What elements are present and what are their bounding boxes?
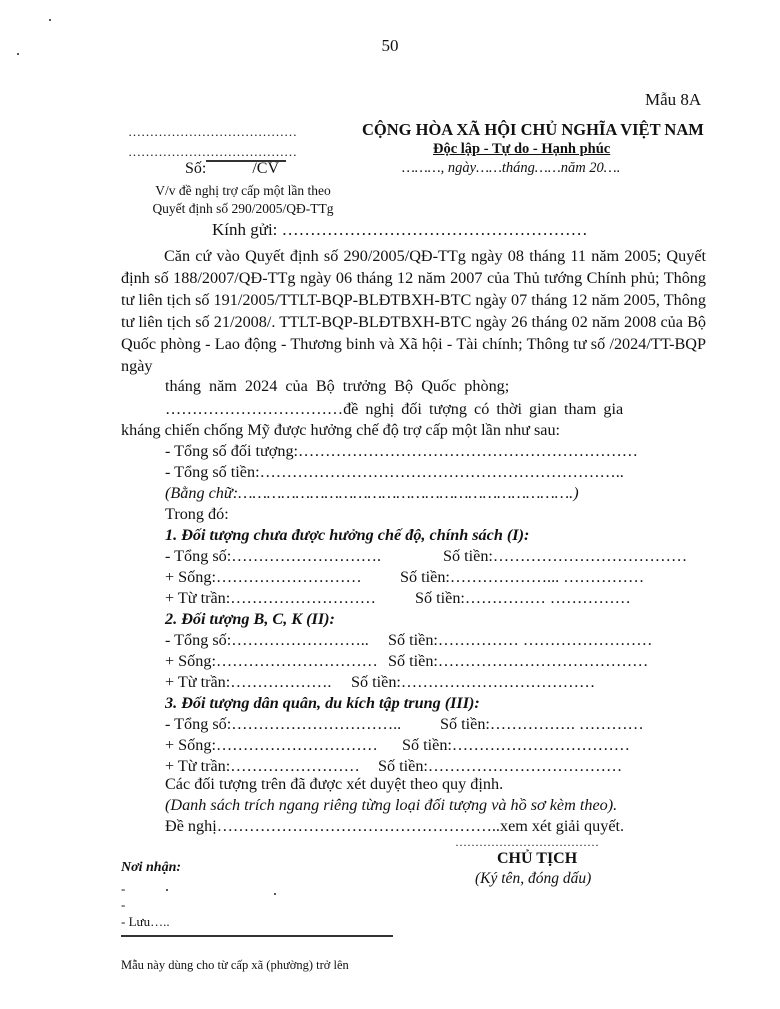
recipient-item: - <box>121 897 126 912</box>
section-3-total-money: Số tiền:……………. ………… <box>440 715 644 733</box>
total-money-line: - Tổng số tiền:………………………………………………………….. <box>165 463 624 481</box>
national-motto: Độc lập - Tự do - Hạnh phúc <box>433 141 611 157</box>
section-1-alive-money: Số tiền:………………... …………… <box>400 568 645 586</box>
request-line: Đề nghị……………………………………………..xem xét giải quyết. <box>165 817 625 835</box>
number-label: Số: <box>185 160 207 177</box>
number-suffix: /CV <box>252 160 280 177</box>
footnote: Mẫu này dùng cho từ cấp xã (phường) trở lên <box>121 958 349 972</box>
recipient-item-archive: - Lưu….. <box>121 914 170 929</box>
section-1-total-money: Số tiền:……………………………… <box>443 547 688 565</box>
subject-line-2: Quyết định số 290/2005/QĐ-TTg <box>152 201 334 216</box>
in-which-label: Trong đó: <box>165 505 229 523</box>
page-number: 50 <box>381 36 399 55</box>
section-2-total-label: - Tổng số:…………………….. <box>165 631 369 649</box>
section-3-deceased-label: + Từ trần:…………………… <box>165 757 360 775</box>
date-line: ………, ngày……tháng……năm 20…. <box>402 160 621 176</box>
section-3-alive-label: + Sống:………………………… <box>165 736 378 754</box>
section-1-alive-label: + Sống:……………………… <box>165 568 362 586</box>
legal-basis-paragraph: Căn cứ vào Quyết định số 290/2005/QĐ-TTg ngày 08 tháng 11 năm 2005; Quyết định số 188/2007/QĐ-TTg ngày 06 tháng 12 năm 2007 của Thủ tướng Chính phủ; Thông tư liên tịch số 191/2005/TTLT-BQP-BLĐTBXH-BTC ngày 07 tháng 12 năm 2005, Thông tư liên tịch số 21/2008/. TTLT-BQP-BLĐTBXH-BTC ngày 26 tháng 02 năm 2008 của Bộ Quốc phòng - Lao động - Thương binh và Xã hội - Tài chính; Thông tư số /2024/TT-BQP ngày <box>121 247 706 375</box>
subject-line-1: V/v đề nghị trợ cấp một lần theo <box>155 183 331 198</box>
footer-rule <box>121 935 393 937</box>
legal-basis-tail: tháng năm 2024 của Bộ trưởng Bộ Quốc phòng; <box>165 377 510 395</box>
issuer-dots-1: ………………………………… <box>128 124 297 139</box>
document-number <box>185 160 279 178</box>
section-1-deceased-money: Số tiền:…………… …………… <box>415 589 631 607</box>
national-title: CỘNG HÒA XÃ HỘI CHỦ NGHĨA VIỆT NAM <box>362 120 704 139</box>
section-2-alive-label: + Sống:………………………… <box>165 652 378 670</box>
signature-note: (Ký tên, đóng dấu) <box>475 870 592 887</box>
section-2-deceased-money: Số tiền:……………………………… <box>351 673 596 691</box>
section-2-total-money: Số tiền:…………… …………………… <box>388 631 653 649</box>
signature-dots: ……………………………… <box>455 835 599 849</box>
signer-title: CHỦ TỊCH <box>497 850 578 867</box>
total-subjects-line: - Tổng số đối tượng:……………………………………………………… <box>165 442 638 460</box>
recipient-item: - <box>121 881 126 896</box>
section-3-total-label: - Tổng số:………………………….. <box>165 715 402 733</box>
approval-statement: Các đối tượng trên đã được xét duyệt theo quy định. <box>165 775 504 793</box>
section-1-deceased-label: + Từ trần:……………………… <box>165 589 376 607</box>
section-2-alive-money: Số tiền:………………………………… <box>388 652 649 670</box>
recipient-line: Kính gửi: ……………………………………………… <box>212 220 588 239</box>
section-3-deceased-money: Số tiền:……………………………… <box>378 757 623 775</box>
amount-in-words-line: (Bằng chữ:…………………………………………………………….) <box>165 484 579 502</box>
section-3-heading: 3. Đối tượng dân quân, du kích tập trung (III): <box>165 694 480 712</box>
proposal-line-2: kháng chiến chống Mỹ được hưởng chế độ trợ cấp một lần như sau: <box>121 421 561 439</box>
section-1-heading: 1. Đối tượng chưa được hưởng chế độ, chính sách (I): <box>165 526 530 544</box>
scan-speck <box>49 19 51 21</box>
scan-speck <box>166 889 168 891</box>
scan-speck <box>274 893 276 895</box>
attachment-note: (Danh sách trích ngang riêng từng loại đối tượng và hồ sơ kèm theo). <box>165 796 618 814</box>
section-2-heading: 2. Đối tượng B, C, K (II): <box>165 610 335 628</box>
proposal-line-1: ……………………………đề nghị đối tượng có thời gian tham gia <box>165 400 624 418</box>
issuer-dots-2: ………………………………… <box>128 144 297 159</box>
section-1-total-label: - Tổng số:………………………. <box>165 547 381 565</box>
form-code: Mẫu 8A <box>645 90 702 109</box>
section-3-alive-money: Số tiền:…………………………… <box>402 736 630 754</box>
section-2-deceased-label: + Từ trần:………………. <box>165 673 332 691</box>
recipients-title: Nơi nhận: <box>121 860 182 875</box>
